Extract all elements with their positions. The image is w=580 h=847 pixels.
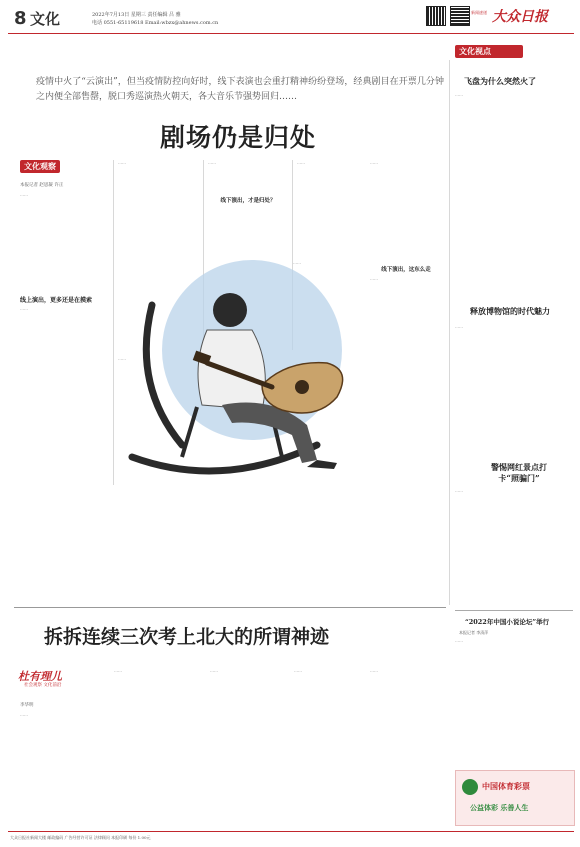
lead-bottom-rule xyxy=(14,607,446,608)
bottom-column-tag-sub: 社会观察 文化前沿 xyxy=(24,683,62,688)
header-meta-line1: 2022年7月13日 星期三 责任编辑 吕 雅 xyxy=(92,12,181,18)
sidebar-body-3: …… xyxy=(455,488,463,493)
lead-body-col2: …… xyxy=(118,160,126,165)
sidebar-byline: 本报记者 李清萍 xyxy=(459,630,489,635)
lead-body-col4b: …… xyxy=(293,260,301,265)
lead-deck: 疫情中火了“云演出”，但当疫情防控向好时，线下表演也会重打精神纷纷登场，经典剧目在开票几分钟之内便全部售罄，脱口秀巡演热火朝天，各大音乐节强势回归…… xyxy=(36,77,444,102)
sidebar-tag-label: 文化视点 xyxy=(455,45,523,58)
bottom-byline: 李华明 xyxy=(20,703,34,708)
column-rule xyxy=(449,60,450,605)
lead-byline: 本报记者 赵思凝 许正 xyxy=(20,183,64,188)
header-meta-line2: 电话 0551-65119618 Email:wbzx@ahnews.com.cn xyxy=(92,20,219,26)
bottom-body-col1: …… xyxy=(20,712,28,717)
subhead-offline: 线下演出，才是归处？ xyxy=(208,196,288,204)
lead-body-col3: …… xyxy=(208,160,216,165)
sidebar-headline-photo-text: 警惕网红景点打卡“照骗门” xyxy=(491,462,547,483)
lottery-ad-title: 中国体育彩票 xyxy=(482,782,530,791)
bottom-column-tag-label: 杜有理儿 xyxy=(18,670,62,683)
lottery-logo-icon xyxy=(462,779,478,795)
lottery-ad-slogan: 公益体彩 乐善人生 xyxy=(470,804,529,812)
bottom-body-col3: …… xyxy=(210,668,218,673)
subhead-online: 线上演出，更多还是在摸索 xyxy=(20,297,93,304)
sidebar-headline-novel: “2022年中国小说论坛”举行 xyxy=(465,618,550,626)
masthead-logo: 大众日报 xyxy=(492,9,548,25)
column-tag-culture xyxy=(20,160,86,175)
bottom-body-col4: …… xyxy=(294,668,302,673)
bottom-body-col2: …… xyxy=(114,668,122,673)
lead-body-col5b: …… xyxy=(370,276,378,281)
lead-body-col1b: …… xyxy=(20,306,28,311)
lottery-ad xyxy=(455,770,575,826)
lead-body-col5: …… xyxy=(370,160,378,165)
sidebar-divider xyxy=(455,610,573,611)
qr-code-icon xyxy=(426,6,446,26)
lead-body-col4: …… xyxy=(297,160,305,165)
sidebar-headline-frisbee: 飞盘为什么突然火了 xyxy=(464,76,536,86)
column-tag-label: 文化观察 xyxy=(20,160,60,173)
footer-rule xyxy=(8,831,574,832)
sidebar-headline-museum: 释放博物馆的时代魅力 xyxy=(470,306,550,316)
page-header xyxy=(0,0,580,33)
bottom-body-col5: …… xyxy=(370,668,378,673)
qr-code-icon xyxy=(450,6,470,26)
lead-body-col1: …… xyxy=(20,192,28,197)
section-name: 文化 xyxy=(30,10,61,28)
footer-line: 大众日报社新闻大楼 邮政编码 广告经营许可证 法律顾问 本报印刷 每份 1.00元 xyxy=(10,835,151,840)
page-number: 8 xyxy=(14,8,27,29)
paper-edition: 新闻速递 xyxy=(471,10,487,15)
subhead-how: 线下演出，这东么走 xyxy=(381,267,431,273)
sidebar-body-1: …… xyxy=(455,92,463,97)
bottom-column-tag xyxy=(18,668,116,692)
header-rule xyxy=(8,33,574,34)
bottom-headline: 拆拆连续三次考上北大的所谓神迹 xyxy=(44,626,330,648)
lead-headline: 剧场仍是归处 xyxy=(160,123,317,152)
sidebar-body-2: …… xyxy=(455,324,463,329)
sidebar-headline-photo xyxy=(484,462,554,484)
sidebar-body-4: …… xyxy=(455,638,463,643)
lead-body-col2b: …… xyxy=(118,356,126,361)
